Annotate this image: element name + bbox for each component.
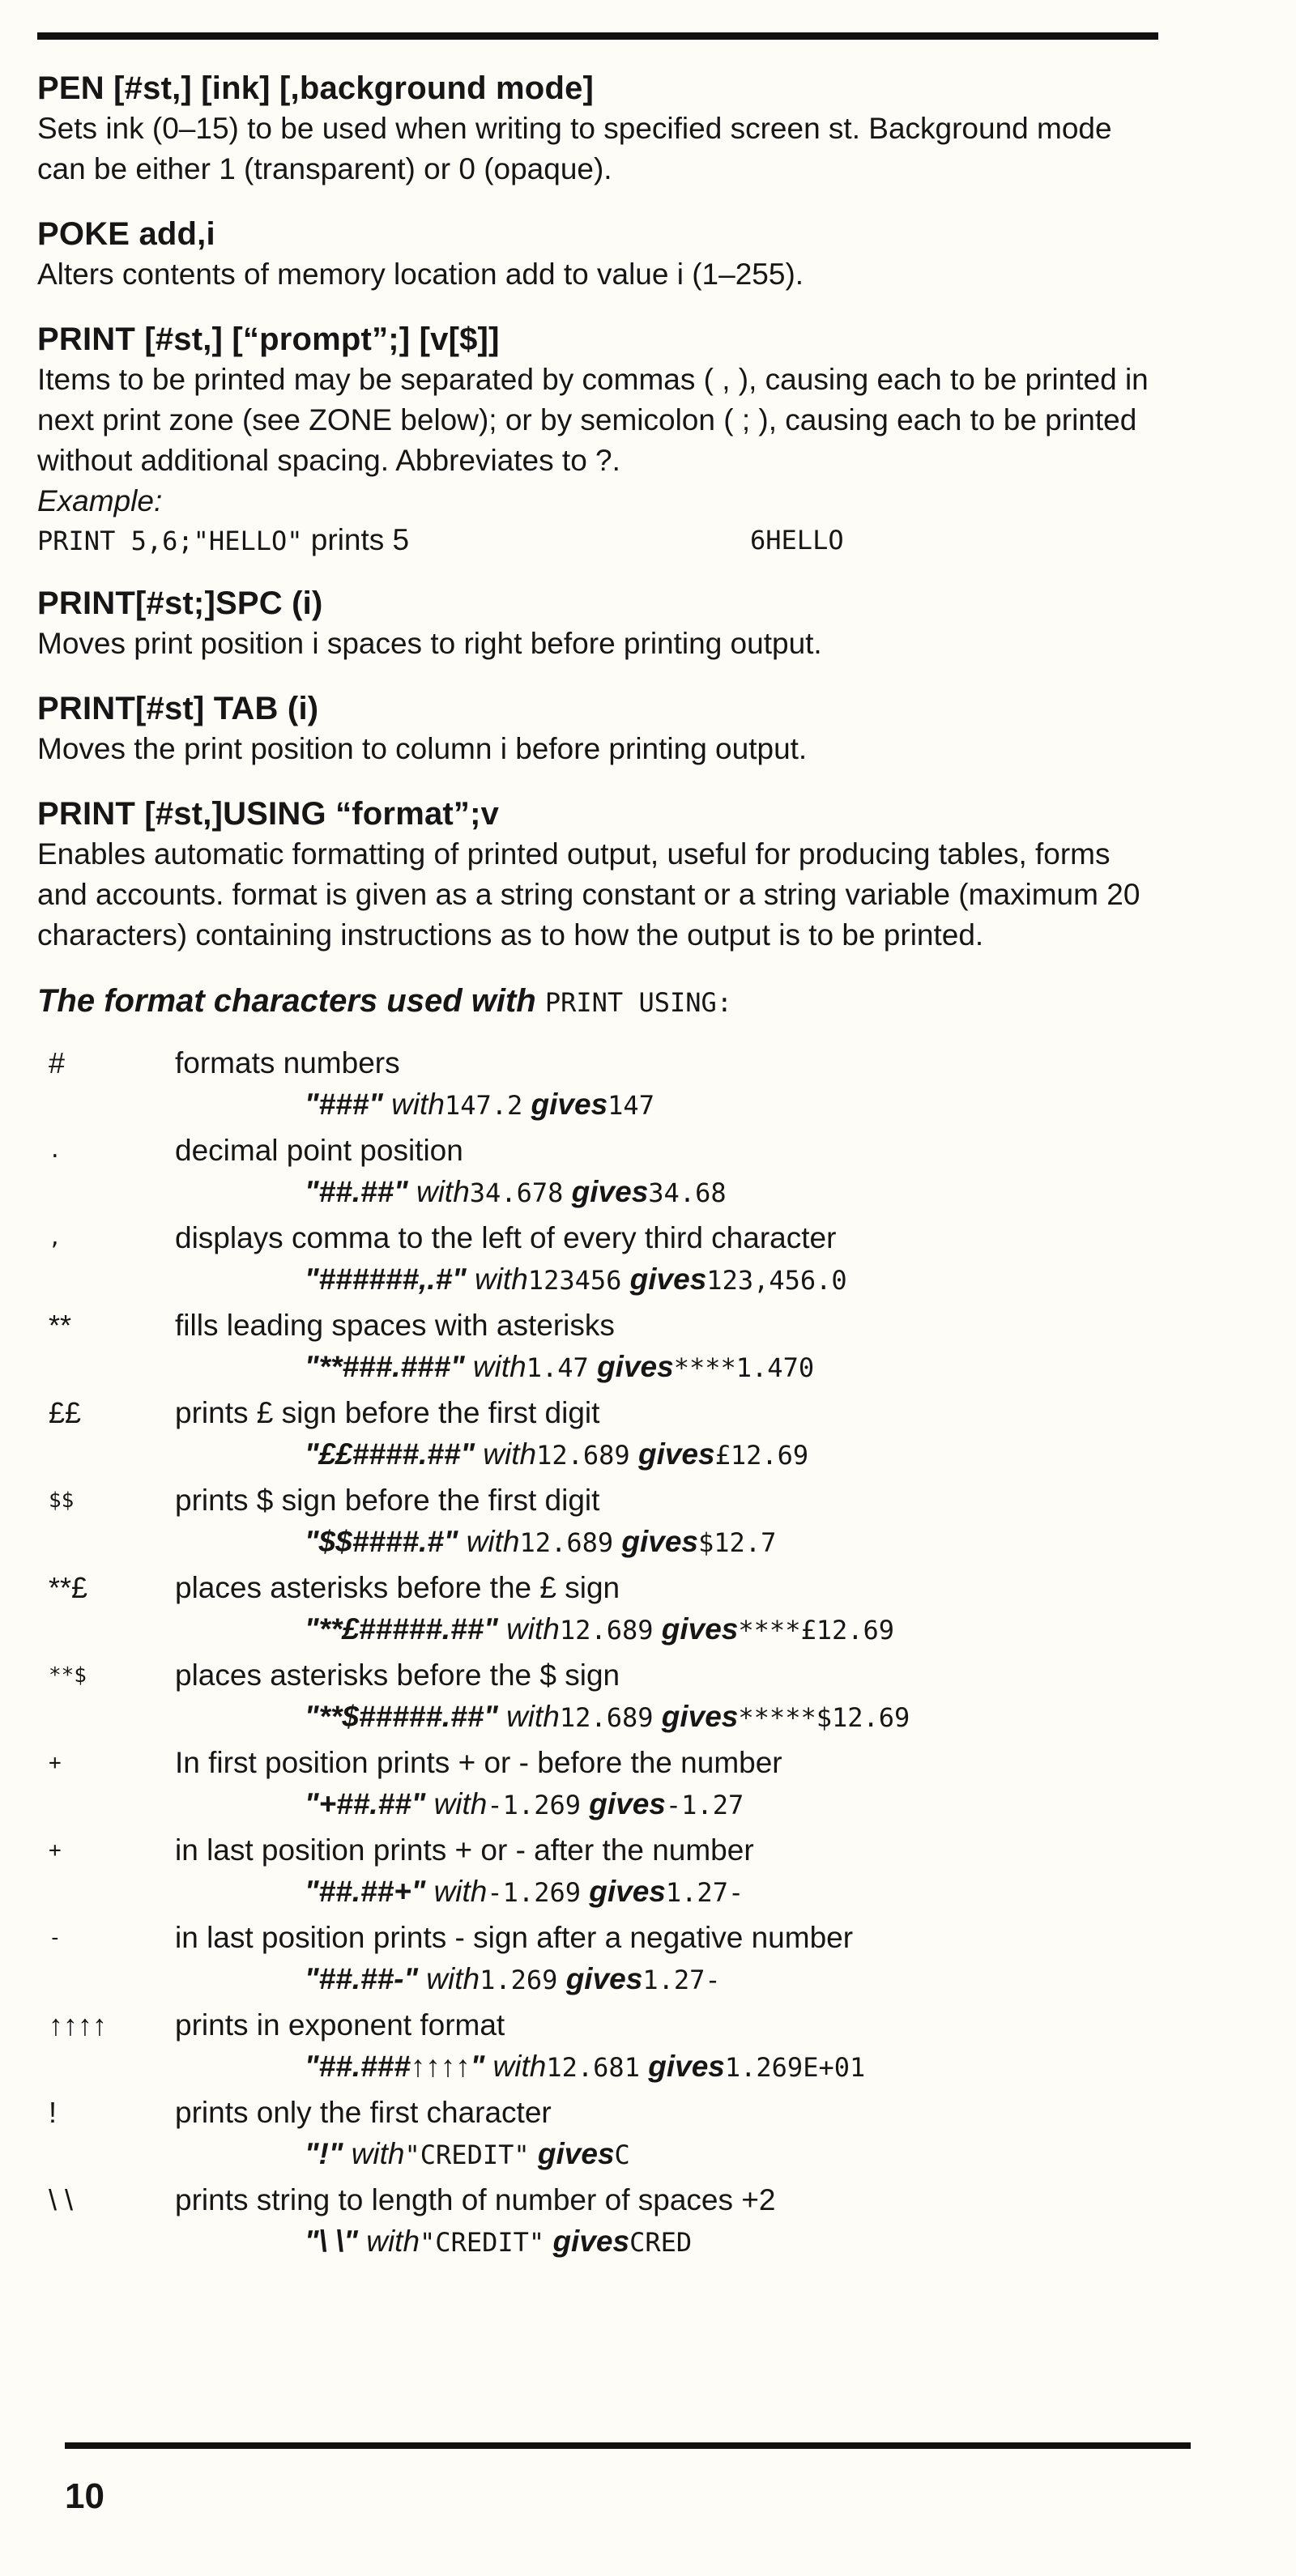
gives-word: gives	[531, 1088, 608, 1121]
format-item	[37, 2003, 1163, 2091]
entry-heading: POKE add,i	[37, 216, 215, 252]
format-output: £12.69	[714, 1440, 809, 1471]
with-word: with	[416, 1175, 470, 1208]
format-description: prints in exponent format	[175, 2008, 505, 2042]
with-word: with	[366, 2225, 420, 2258]
format-description: in last position prints + or - after the number	[175, 1833, 754, 1867]
format-input: 12.681	[546, 2052, 640, 2083]
with-word: with	[433, 1787, 488, 1820]
format-output: 147	[608, 1090, 654, 1121]
format-list	[37, 1041, 1163, 2266]
format-symbol: ↑↑↑↑	[49, 2008, 107, 2042]
gives-word: gives	[589, 1875, 666, 1908]
example-output: 6HELLO	[750, 525, 844, 556]
format-symbol: ,	[49, 1226, 62, 1250]
format-item	[37, 1041, 1163, 1129]
format-output: 123,456.0	[706, 1265, 847, 1296]
format-description: in last position prints - sign after a negative number	[175, 1921, 854, 1954]
format-example	[305, 1171, 727, 1214]
format-description: prints string to length of number of spaces +2	[175, 2183, 776, 2216]
format-example	[305, 1258, 847, 1301]
format-string: "+##.##"	[305, 1787, 426, 1820]
format-input: 1.47	[526, 1352, 589, 1383]
entry-print-using	[37, 794, 1163, 956]
format-string: "##.##+"	[305, 1875, 426, 1908]
gives-word: gives	[661, 1612, 739, 1646]
entry-body: Sets ink (0–15) to be used when writing to specified screen st. Background mode can be either 1 (transparent) or 0 (opaque).	[37, 112, 1112, 185]
format-input: 147.2	[444, 1090, 523, 1121]
format-example	[305, 1608, 894, 1651]
format-description: decimal point position	[175, 1134, 463, 1167]
example-label: Example:	[37, 484, 163, 517]
format-description: places asterisks before the £ sign	[175, 1571, 620, 1604]
format-description: prints only the first character	[175, 2096, 552, 2129]
format-example	[305, 1521, 776, 1564]
format-item	[37, 1479, 1163, 1566]
format-string: "**###.###"	[305, 1350, 465, 1383]
reference-content	[37, 68, 1163, 2266]
format-string: "##.##-"	[305, 1962, 418, 1995]
page-number: 10	[65, 2476, 104, 2516]
gives-word: gives	[629, 1262, 707, 1296]
format-example	[305, 1783, 744, 1826]
format-output: *****$12.69	[738, 1702, 910, 1733]
gives-word: gives	[621, 1525, 699, 1558]
format-output: -1.27	[665, 1790, 744, 1820]
with-word: with	[506, 1700, 560, 1733]
format-symbol: +	[49, 1751, 62, 1775]
with-word: with	[466, 1525, 520, 1558]
format-example	[305, 1433, 808, 1476]
format-description: places asterisks before the $ sign	[175, 1658, 620, 1692]
format-output: ****£12.69	[738, 1615, 895, 1646]
format-title-text: The format characters used with	[37, 983, 536, 1019]
format-item	[37, 1216, 1163, 1304]
format-output: 1.27-	[642, 1965, 721, 1995]
with-word: with	[492, 2050, 547, 2083]
format-symbol: **	[49, 1309, 72, 1342]
format-symbol: **$	[49, 1663, 87, 1688]
format-item	[37, 1566, 1163, 1654]
format-description: In first position prints + or - before the number	[175, 1746, 782, 1779]
format-input: 34.678	[469, 1177, 564, 1208]
format-item	[37, 1304, 1163, 1391]
entry-heading: PRINT [#st,]USING “format”;v	[37, 796, 500, 832]
format-input: 12.689	[559, 1702, 654, 1733]
format-string: "££####.##"	[305, 1437, 475, 1471]
format-example	[305, 1346, 814, 1389]
format-item	[37, 2091, 1163, 2178]
format-string: "###"	[305, 1088, 383, 1121]
gives-word: gives	[661, 1700, 739, 1733]
format-string: "\ \"	[305, 2225, 358, 2258]
format-symbol: $$	[49, 1488, 75, 1513]
format-item	[37, 2178, 1163, 2266]
format-string: "!"	[305, 2137, 343, 2170]
entry-heading: PEN [#st,] [ink] [,background mode]	[37, 70, 595, 106]
example-mid: prints 5	[310, 523, 410, 556]
entry-heading: PRINT [#st,] [“prompt”;] [v[$]]	[37, 321, 500, 357]
format-description: fills leading spaces with asterisks	[175, 1309, 615, 1342]
format-item	[37, 1654, 1163, 1741]
format-output: 34.68	[648, 1177, 727, 1208]
format-symbol: .	[49, 1139, 62, 1163]
format-string: "######,.#"	[305, 1262, 467, 1296]
format-output: CRED	[629, 2227, 693, 2258]
format-string: "##.###↑↑↑↑"	[305, 2050, 485, 2083]
format-symbol: !	[49, 2096, 58, 2129]
format-string: "$$####.#"	[305, 1525, 458, 1558]
entry-heading: PRINT[#st] TAB (i)	[37, 691, 319, 726]
with-word: with	[433, 1875, 488, 1908]
format-example	[305, 2220, 692, 2263]
entry-pen	[37, 68, 1163, 189]
format-description: displays comma to the left of every third character	[175, 1221, 837, 1254]
gives-word: gives	[597, 1350, 674, 1383]
gives-word: gives	[589, 1787, 666, 1820]
example-row	[37, 522, 1163, 559]
format-description: formats numbers	[175, 1046, 400, 1079]
gives-word: gives	[571, 1175, 649, 1208]
format-input: 12.689	[536, 1440, 630, 1471]
format-output: C	[614, 2140, 630, 2170]
format-example	[305, 1871, 744, 1914]
format-symbol: \ \	[49, 2183, 74, 2216]
format-item	[37, 1129, 1163, 1216]
with-word: with	[391, 1088, 445, 1121]
format-item	[37, 1829, 1163, 1916]
gives-word: gives	[637, 1437, 715, 1471]
entry-body: Moves print position i spaces to right before printing output.	[37, 627, 822, 660]
entry-print-tab	[37, 688, 1163, 769]
format-symbol: #	[49, 1046, 66, 1079]
with-word: with	[506, 1612, 560, 1646]
format-input: 12.689	[519, 1527, 614, 1558]
gives-word: gives	[552, 2225, 630, 2258]
gives-word: gives	[648, 2050, 725, 2083]
format-item	[37, 1916, 1163, 2003]
with-word: with	[483, 1437, 537, 1471]
format-item	[37, 1741, 1163, 1829]
format-section-title	[37, 980, 1163, 1024]
format-title-code: PRINT USING:	[544, 987, 733, 1018]
format-description: prints $ sign before the first digit	[175, 1484, 600, 1517]
with-word: with	[351, 2137, 405, 2170]
format-input: -1.269	[487, 1790, 581, 1820]
format-output: 1.269E+01	[724, 2052, 866, 2083]
format-symbol: ££	[49, 1396, 82, 1429]
format-symbol: -	[49, 1926, 62, 1950]
entry-print	[37, 319, 1163, 559]
format-input: "CREDIT"	[420, 2227, 545, 2258]
format-example	[305, 1696, 910, 1739]
with-word: with	[426, 1962, 480, 1995]
format-string: "**$#####.##"	[305, 1700, 498, 1733]
gives-word: gives	[565, 1962, 643, 1995]
entry-poke	[37, 214, 1163, 295]
format-string: "**£#####.##"	[305, 1612, 498, 1646]
format-symbol: +	[49, 1838, 62, 1863]
format-example	[305, 2046, 865, 2088]
format-input: 12.689	[559, 1615, 654, 1646]
format-input: -1.269	[487, 1877, 581, 1908]
format-output: ****1.470	[673, 1352, 815, 1383]
format-example	[305, 1958, 721, 2001]
bottom-rule	[65, 2442, 1191, 2449]
top-rule	[37, 32, 1158, 40]
format-input: 1.269	[480, 1965, 558, 1995]
format-string: "##.##"	[305, 1175, 408, 1208]
format-input: "CREDIT"	[404, 2140, 530, 2170]
example-code: PRINT 5,6;"HELLO"	[37, 526, 303, 556]
entry-body: Items to be printed may be separated by commas ( , ), causing each to be printed in next print zone (see ZONE below); or by semicolon ( ; ), causing each to be printed without additional spacing. Abbreviates to ?.	[37, 363, 1149, 477]
gives-word: gives	[537, 2137, 615, 2170]
entry-heading: PRINT[#st;]SPC (i)	[37, 585, 323, 621]
with-word: with	[472, 1350, 526, 1383]
entry-print-spc	[37, 583, 1163, 664]
format-symbol: **£	[49, 1571, 88, 1604]
format-description: prints £ sign before the first digit	[175, 1396, 600, 1429]
with-word: with	[474, 1262, 528, 1296]
entry-body: Moves the print position to column i before printing output.	[37, 732, 808, 765]
format-output: $12.7	[698, 1527, 777, 1558]
format-input: 123456	[527, 1265, 622, 1296]
format-example	[305, 2133, 630, 2176]
format-item	[37, 1391, 1163, 1479]
entry-body: Enables automatic formatting of printed output, useful for producing tables, forms and accounts. format is given as a string constant or a string variable (maximum 20 characters) containing instructions as to how the output is to be printed.	[37, 837, 1140, 952]
format-example	[305, 1084, 654, 1126]
entry-body: Alters contents of memory location add to value i (1–255).	[37, 258, 804, 291]
format-output: 1.27-	[665, 1877, 744, 1908]
